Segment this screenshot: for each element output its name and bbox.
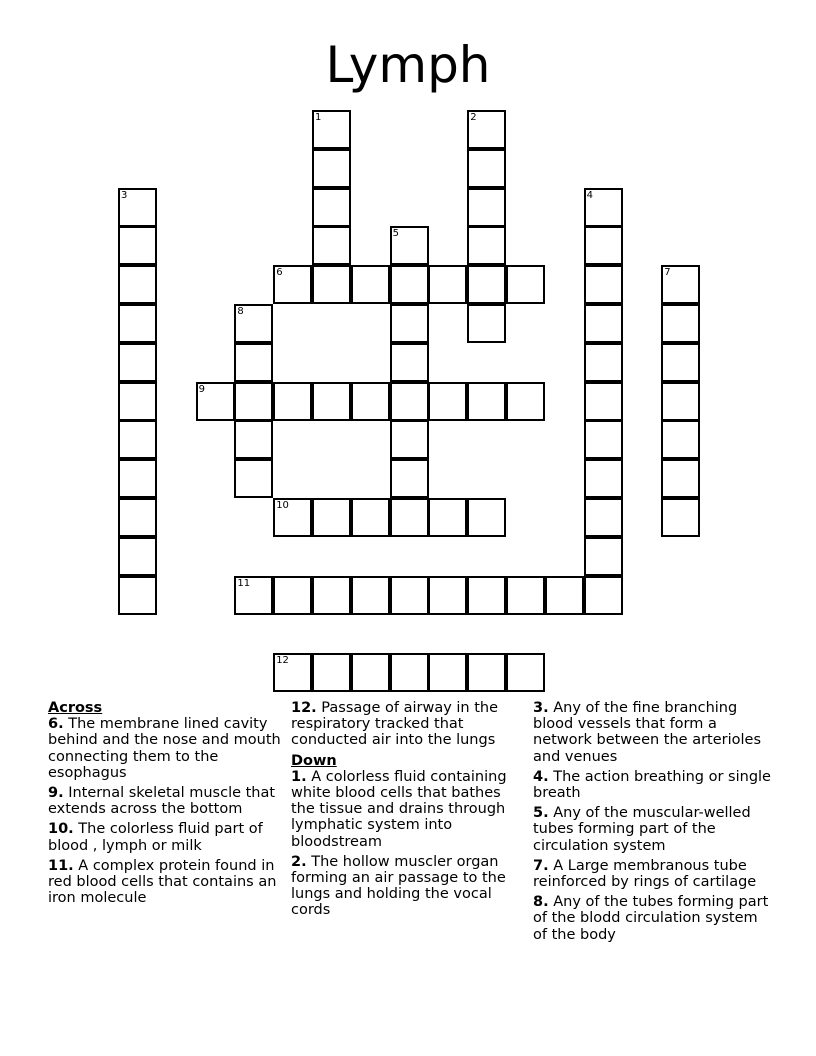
- across-heading: Across: [48, 700, 103, 716]
- crossword-cell[interactable]: [390, 343, 429, 382]
- crossword-cell[interactable]: [390, 420, 429, 459]
- clue-number: 7: [664, 267, 671, 279]
- clue-item: [291, 854, 525, 919]
- crossword-cell[interactable]: [661, 459, 700, 498]
- crossword-cell[interactable]: [118, 576, 157, 615]
- crossword-cell[interactable]: [390, 226, 429, 265]
- clue-number: 12: [276, 655, 289, 667]
- crossword-cell[interactable]: [584, 382, 623, 421]
- crossword-cell[interactable]: [312, 265, 351, 304]
- crossword-cell[interactable]: [312, 576, 351, 615]
- clue-item-text: A Large membranous tube reinforced by rings of cartilage: [533, 857, 757, 891]
- clues-column-3: [533, 700, 773, 947]
- crossword-cell[interactable]: [506, 382, 545, 421]
- crossword-cell[interactable]: [390, 576, 429, 615]
- crossword-cell[interactable]: [467, 576, 506, 615]
- crossword-cell[interactable]: [118, 537, 157, 576]
- clue-item-text: The hollow muscler organ forming an air passage to the lungs and holding the vocal cords: [291, 853, 506, 919]
- down-clue-list-cont: [533, 700, 773, 943]
- crossword-cell[interactable]: [390, 498, 429, 537]
- clue-item: [533, 700, 773, 765]
- clues-section: [0, 700, 816, 960]
- clue-number: 3: [121, 189, 128, 201]
- crossword-cell[interactable]: [118, 459, 157, 498]
- crossword-cell[interactable]: [661, 498, 700, 537]
- down-clue-list: [291, 769, 525, 919]
- crossword-cell[interactable]: [273, 498, 312, 537]
- clue-number: 1: [315, 112, 322, 123]
- crossword-cell[interactable]: [351, 498, 390, 537]
- crossword-cell[interactable]: [584, 498, 623, 537]
- clue-item-number: 5.: [533, 805, 549, 822]
- clue-item-number: 3.: [533, 700, 549, 716]
- crossword-cell[interactable]: [584, 459, 623, 498]
- crossword-cell[interactable]: [584, 265, 623, 304]
- crossword-cell[interactable]: [584, 188, 623, 227]
- crossword-cell[interactable]: [390, 265, 429, 304]
- crossword-cell[interactable]: [118, 382, 157, 421]
- clue-item: [48, 716, 288, 781]
- crossword-cell[interactable]: [312, 226, 351, 265]
- crossword-cell[interactable]: [351, 653, 390, 692]
- crossword-cell[interactable]: [506, 265, 545, 304]
- crossword-cell[interactable]: [584, 304, 623, 343]
- crossword-cell[interactable]: [118, 226, 157, 265]
- clue-item-text: The colorless fluid part of blood , lymph or milk: [48, 821, 263, 854]
- crossword-cell[interactable]: [661, 382, 700, 421]
- across-clue-list: [48, 716, 288, 906]
- crossword-cell[interactable]: [661, 265, 700, 304]
- crossword-cell[interactable]: [312, 498, 351, 537]
- crossword-cell[interactable]: [234, 343, 273, 382]
- clue-item: [533, 805, 773, 854]
- crossword-cell[interactable]: [428, 576, 467, 615]
- clue-item-number: 12.: [291, 700, 317, 716]
- clue-item-text: Any of the muscular-welled tubes forming part of the circulation system: [533, 805, 751, 854]
- clue-number: 4: [586, 189, 593, 201]
- clue-item-number: 11.: [48, 857, 74, 874]
- clue-number: 8: [237, 306, 244, 317]
- crossword-cell[interactable]: [390, 459, 429, 498]
- crossword-cell[interactable]: [584, 420, 623, 459]
- clue-item-number: 6.: [48, 716, 64, 733]
- crossword-cell[interactable]: [506, 576, 545, 615]
- clue-number: 10: [276, 500, 289, 511]
- crossword-cell[interactable]: [584, 576, 623, 615]
- clue-item-text: The membrane lined cavity behind and the nose and mouth connecting them to the esophagus: [48, 716, 281, 781]
- crossword-cell[interactable]: [545, 576, 584, 615]
- crossword-cell[interactable]: [584, 537, 623, 576]
- clues-column-1: [48, 700, 288, 910]
- crossword-cell[interactable]: [234, 304, 273, 343]
- clue-number: 11: [237, 577, 251, 589]
- clues-column-2: [291, 700, 525, 923]
- clue-item: [48, 785, 288, 817]
- crossword-cell[interactable]: [467, 498, 506, 537]
- crossword-cell[interactable]: [428, 382, 467, 421]
- clue-number: 6: [276, 267, 283, 279]
- clue-item: [291, 769, 525, 850]
- crossword-cell[interactable]: [390, 653, 429, 692]
- clue-number: 5: [392, 228, 399, 240]
- crossword-cell[interactable]: [390, 382, 429, 421]
- crossword-cell[interactable]: [312, 149, 351, 188]
- clue-item-text: A complex protein found in red blood cells that contains an iron molecule: [48, 857, 277, 907]
- crossword-cell[interactable]: [118, 304, 157, 343]
- crossword-cell[interactable]: [273, 576, 312, 615]
- clue-item-number: 7.: [533, 857, 549, 874]
- crossword-cell[interactable]: [312, 188, 351, 227]
- clue-item: [533, 769, 773, 801]
- crossword-cell[interactable]: [234, 382, 273, 421]
- crossword-cell[interactable]: [118, 343, 157, 382]
- crossword-cell[interactable]: [428, 265, 467, 304]
- clue-item-number: 1.: [291, 768, 307, 785]
- crossword-cell[interactable]: [428, 653, 467, 692]
- clue-item-text: Internal skeletal muscle that extends across the bottom: [48, 785, 276, 818]
- clue-number: 9: [198, 383, 205, 395]
- page-title: Lymph: [325, 36, 491, 94]
- crossword-cell[interactable]: [312, 110, 351, 149]
- crossword-cell[interactable]: [312, 653, 351, 692]
- crossword-cell[interactable]: [467, 382, 506, 421]
- crossword-cell[interactable]: [661, 420, 700, 459]
- crossword-cell[interactable]: [273, 265, 312, 304]
- clue-item: [291, 700, 525, 749]
- clue-item-text: Passage of airway in the respiratory tracked that conducted air into the lungs: [291, 700, 499, 749]
- crossword-cell[interactable]: [467, 226, 506, 265]
- crossword-cell[interactable]: [467, 110, 506, 149]
- clue-number: 2: [470, 112, 477, 123]
- crossword-cell[interactable]: [312, 382, 351, 421]
- clue-item-text: Any of the tubes forming part of the blodd circulation system of the body: [533, 894, 769, 943]
- clue-item-number: 4.: [533, 768, 549, 785]
- crossword-cell[interactable]: [351, 265, 390, 304]
- crossword-cell[interactable]: [234, 459, 273, 498]
- crossword-cell[interactable]: [234, 420, 273, 459]
- across-clue-list-cont: [291, 700, 525, 749]
- down-heading: Down: [291, 752, 337, 769]
- crossword-cell[interactable]: [584, 226, 623, 265]
- clue-item-text: The action breathing or single breath: [533, 768, 771, 802]
- crossword-cell[interactable]: [118, 188, 157, 227]
- clue-item-text: A colorless fluid containing white blood cells that bathes the tissue and drains through lymphatic system into bloodstream: [291, 768, 507, 850]
- clue-item-text: Any of the fine branching blood vessels that form a network between the arterioles and venues: [533, 700, 762, 765]
- clue-item: [533, 858, 773, 890]
- crossword-cell[interactable]: [273, 382, 312, 421]
- crossword-cell[interactable]: [273, 653, 312, 692]
- crossword-cell[interactable]: [467, 149, 506, 188]
- crossword-cell[interactable]: [467, 265, 506, 304]
- crossword-cell[interactable]: [118, 420, 157, 459]
- crossword-cell[interactable]: [467, 653, 506, 692]
- crossword-cell[interactable]: [351, 576, 390, 615]
- crossword-cell[interactable]: [234, 576, 273, 615]
- crossword-cell[interactable]: [584, 343, 623, 382]
- clue-item-number: 2.: [291, 853, 307, 870]
- crossword-cell[interactable]: [196, 382, 235, 421]
- crossword-cell[interactable]: [467, 304, 506, 343]
- crossword-cell[interactable]: [390, 304, 429, 343]
- clue-item-number: 9.: [48, 785, 64, 802]
- crossword-cell[interactable]: [661, 304, 700, 343]
- clue-item-number: 10.: [48, 821, 74, 838]
- crossword-cell[interactable]: [661, 343, 700, 382]
- crossword-cell[interactable]: [118, 498, 157, 537]
- clue-item: [533, 894, 773, 943]
- crossword-cell[interactable]: [118, 265, 157, 304]
- crossword-cell[interactable]: [428, 498, 467, 537]
- crossword-cell[interactable]: [506, 653, 545, 692]
- crossword-cell[interactable]: [467, 188, 506, 227]
- clue-item: [48, 821, 288, 853]
- clue-item: [48, 858, 288, 907]
- crossword-cell[interactable]: [351, 382, 390, 421]
- clue-item-number: 8.: [533, 894, 549, 911]
